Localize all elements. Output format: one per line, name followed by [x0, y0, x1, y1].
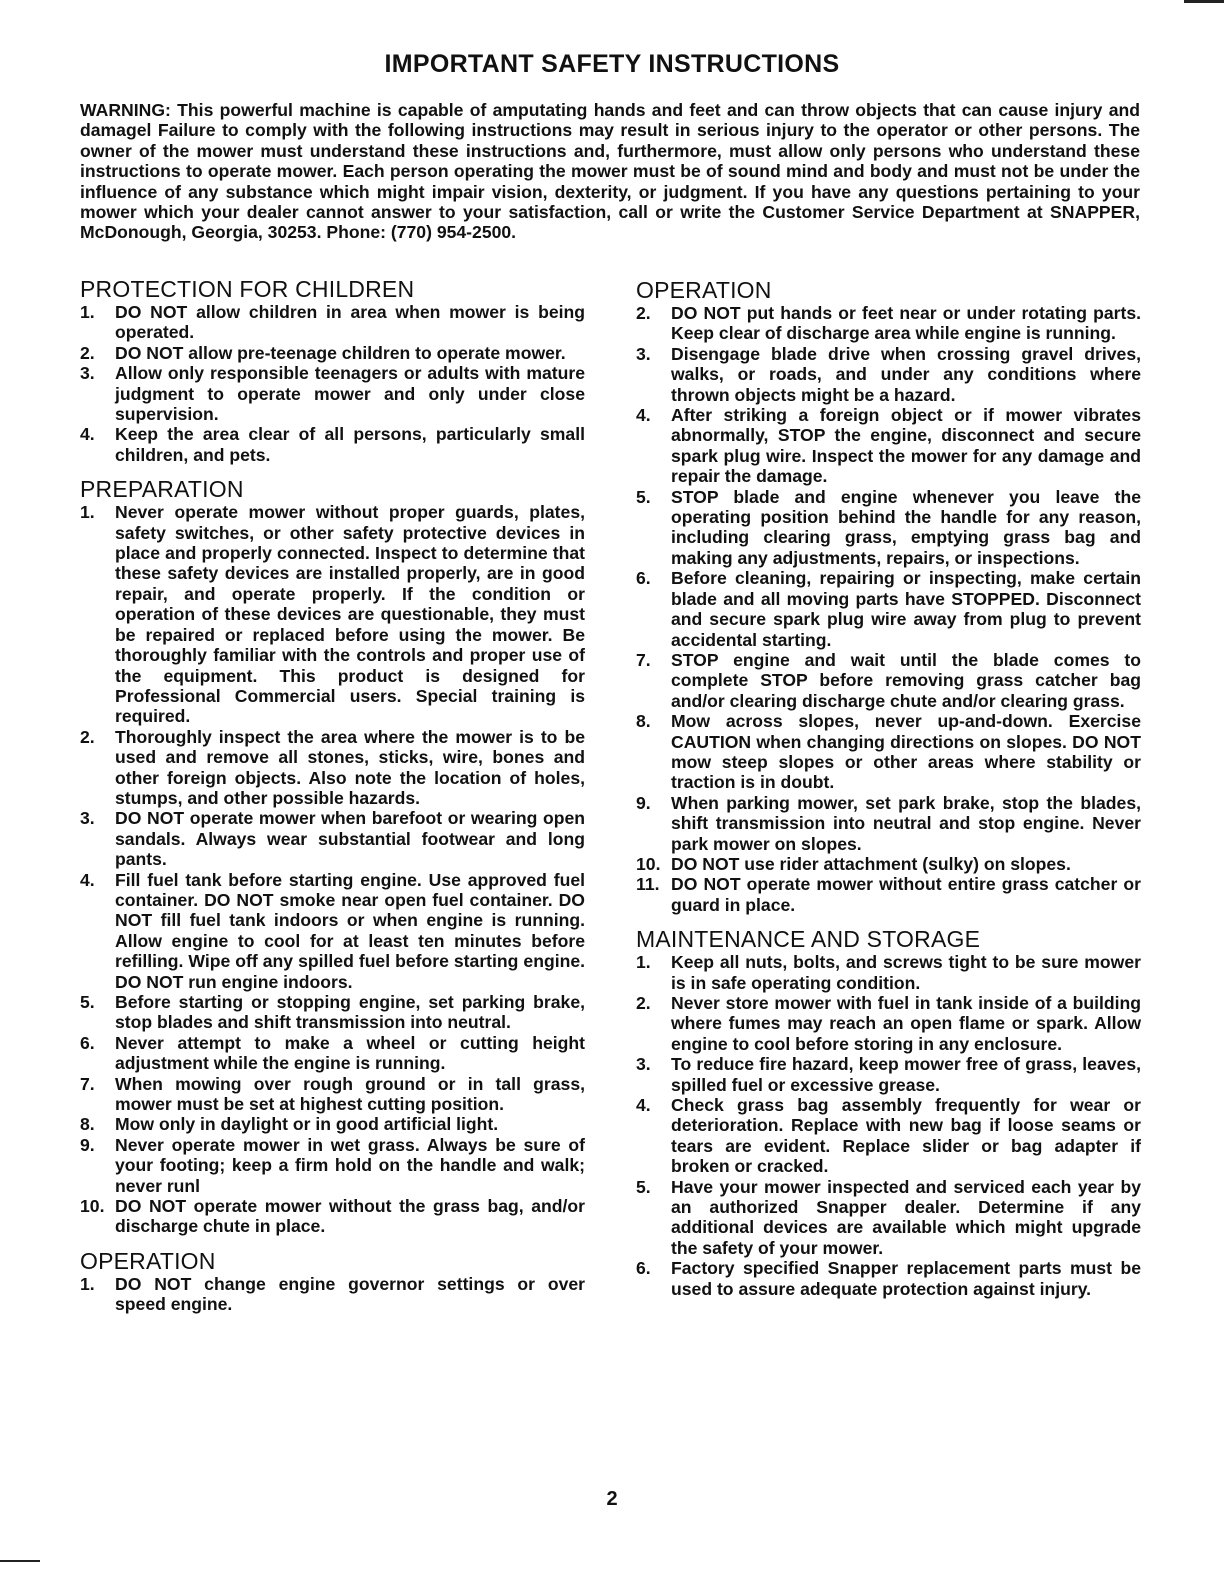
item-number: 6. [636, 1258, 651, 1279]
list-item [80, 1135, 585, 1196]
list-item [636, 344, 1141, 405]
item-text: Mow only in daylight or in good artificial light. [115, 1114, 499, 1135]
list-item [80, 870, 585, 992]
section-heading: OPERATION [636, 277, 772, 303]
list-item [636, 650, 1141, 711]
instruction-list [80, 502, 585, 1237]
item-text: STOP engine and wait until the blade comes to complete STOP before removing grass catcher bag and/or clearing discharge chute and/or clearing grass. [671, 649, 1141, 711]
section-operation [636, 278, 1141, 915]
item-text: STOP blade and engine whenever you leave the operating position behind the handle for any reason, including clearing grass, emptying grass bag and making any adjustments, repairs, or inspections. [671, 486, 1141, 568]
item-text: DO NOT allow children in area when mower is being operated. [115, 302, 585, 343]
list-item [80, 363, 585, 424]
item-text: Factory specified Snapper replacement parts must be used to assure adequate protection against injury. [671, 1258, 1141, 1299]
warning-paragraph: WARNING: This powerful machine is capable of amputating hands and feet and can throw objects that can cause injury and damagel Failure to comply with the following instructions may result in serious injury to the operator or other persons. The owner of the mower must understand these instructions and, furthermore, must allow only persons who understand these instructions to operate mower. Each person operating the mower must be of sound mind and body and must not be under the influence of any substance which might impair vision, dexterity, or judgment. If you have any questions pertaining to your mower which your dealer cannot answer to your satisfaction, call or write the Customer Service Department at SNAPPER, McDonough, Georgia, 30253. Phone: (770) 954-2500. [80, 100, 1140, 243]
item-text: Keep the area clear of all persons, particularly small children, and pets. [115, 424, 585, 465]
item-number: 4. [80, 424, 95, 445]
list-item [80, 1196, 585, 1237]
list-item [636, 854, 1141, 874]
list-item [636, 487, 1141, 569]
item-number: 7. [636, 649, 651, 670]
instruction-list [80, 1274, 585, 1315]
item-number: 9. [636, 792, 651, 813]
item-number: 4. [80, 869, 95, 890]
list-item [636, 1095, 1141, 1177]
item-text: Disengage blade drive when crossing gravel drives, walks, or roads, and under any conditions where thrown objects might be a hazard. [671, 343, 1141, 405]
item-text: Before starting or stopping engine, set parking brake, stop blades and shift transmission into neutral. [115, 992, 585, 1033]
list-item [636, 1258, 1141, 1299]
list-item [636, 1054, 1141, 1095]
item-text: Never attempt to make a wheel or cutting height adjustment while the engine is running. [115, 1032, 585, 1074]
page-title: IMPORTANT SAFETY INSTRUCTIONS [384, 50, 840, 78]
list-item [636, 1177, 1141, 1259]
item-text: DO NOT use rider attachment (sulky) on slopes. [671, 853, 1071, 874]
item-text: DO NOT put hands or feet near or under rotating parts. Keep clear of discharge area while engine is running. [671, 303, 1141, 344]
item-number: 3. [636, 343, 651, 364]
item-text: Check grass bag assembly frequently for wear or deterioration. Replace with new bag if loose seams or tears are evident. Replace slider or bag adapter if broken or cracked. [671, 1095, 1141, 1177]
list-item [80, 343, 585, 363]
item-number: 2. [636, 303, 651, 323]
item-text: Never store mower with fuel in tank inside of a building where fumes may reach an open flame or spark. Allow engine to cool before storing in any enclosure. [671, 993, 1141, 1054]
section-preparation [80, 477, 585, 1237]
list-item [636, 405, 1141, 487]
section-heading: MAINTENANCE AND STORAGE [636, 926, 981, 953]
list-item [80, 502, 585, 726]
scan-mark-bottom-left [0, 1560, 40, 1562]
section-heading: PROTECTION FOR CHILDREN [80, 276, 415, 302]
item-number: 6. [636, 568, 651, 589]
list-item [80, 1033, 585, 1074]
item-text: DO NOT allow pre-teenage children to operate mower. [115, 342, 566, 363]
section-heading: OPERATION [80, 1247, 216, 1274]
item-text: When mowing over rough ground or in tall grass, mower must be set at highest cutting position. [115, 1073, 585, 1115]
item-number: 1. [636, 952, 651, 973]
item-number: 8. [636, 711, 651, 732]
item-text: DO NOT operate mower without entire grass catcher or guard in place. [671, 874, 1141, 915]
item-text: Never operate mower without proper guards, plates, safety switches, or other safety protective devices in place and properly connected. Inspect to determine that these safety devices are installed properly, are in good repair, and operate properly. If the condition or operation of these devices are questionable, they must be repaired or replaced before using the mower. Be thoroughly familiar with the controls and proper use of the equipment. This product is designed for Professional Commercial users. Special training is required. [115, 502, 585, 727]
item-number: 10. [636, 853, 661, 874]
item-number: 4. [636, 1095, 651, 1116]
list-item [636, 568, 1141, 650]
instruction-list [80, 302, 585, 465]
item-text: Allow only responsible teenagers or adults with mature judgment to operate mower and only under close supervision. [115, 363, 585, 425]
item-number: 11. [636, 874, 660, 895]
list-item [80, 302, 585, 343]
list-item [636, 874, 1141, 915]
item-text: Keep all nuts, bolts, and screws tight to be sure mower is in safe operating condition. [671, 952, 1141, 993]
instruction-list [636, 303, 1141, 915]
list-item [80, 1114, 585, 1134]
item-number: 9. [80, 1134, 95, 1155]
item-number: 10. [80, 1196, 105, 1217]
section-heading: PREPARATION [80, 476, 244, 503]
item-number: 3. [80, 808, 95, 829]
section-operation [80, 1249, 585, 1315]
scan-mark-top-right [1184, 0, 1224, 3]
item-text: When parking mower, set park brake, stop the blades, shift transmission into neutral and stop engine. Never park mower on slopes. [671, 792, 1141, 854]
item-number: 5. [636, 1176, 651, 1197]
list-item [80, 424, 585, 465]
item-text: DO NOT change engine governor settings or over speed engine. [115, 1273, 585, 1315]
item-number: 5. [80, 992, 95, 1012]
item-number: 6. [80, 1032, 95, 1053]
list-item [636, 711, 1141, 793]
item-number: 7. [80, 1073, 95, 1094]
item-number: 2. [80, 342, 95, 363]
list-item [636, 952, 1141, 993]
item-text: DO NOT operate mower without the grass bag, and/or discharge chute in place. [115, 1196, 585, 1237]
list-item [636, 303, 1141, 344]
instruction-list [636, 952, 1141, 1299]
item-number: 4. [636, 405, 651, 426]
item-number: 8. [80, 1114, 95, 1135]
right-column [636, 278, 1141, 1311]
item-text: After striking a foreign object or if mower vibrates abnormally, STOP the engine, disconnect and secure spark plug wire. Inspect the mower for any damage and repair the damage. [671, 405, 1141, 487]
list-item [80, 808, 585, 869]
list-item [80, 1274, 585, 1315]
item-number: 3. [636, 1054, 651, 1075]
section-protection-for-children [80, 277, 585, 465]
item-number: 1. [80, 1273, 95, 1294]
item-number: 3. [80, 363, 95, 384]
item-text: DO NOT operate mower when barefoot or wearing open sandals. Always wear substantial footwear and long pants. [115, 808, 585, 870]
item-text: Never operate mower in wet grass. Always be sure of your footing; keep a firm hold on the handle and walk; never runl [115, 1134, 585, 1196]
list-item [636, 993, 1141, 1054]
page-number: 2 [606, 1488, 618, 1510]
item-text: Have your mower inspected and serviced each year by an authorized Snapper dealer. Determine if any additional devices are available which might upgrade the safety of your mower. [671, 1176, 1141, 1258]
item-number: 5. [636, 486, 651, 507]
item-number: 2. [636, 993, 651, 1013]
left-column [80, 277, 585, 1327]
list-item [80, 992, 585, 1033]
section-maintenance-and-storage [636, 927, 1141, 1299]
item-number: 1. [80, 302, 95, 322]
item-text: Mow across slopes, never up-and-down. Exercise CAUTION when changing directions on slopes. DO NOT mow steep slopes or other areas where stability or traction is in doubt. [671, 711, 1141, 793]
list-item [636, 793, 1141, 854]
item-number: 2. [80, 726, 95, 747]
item-text: Thoroughly inspect the area where the mower is to be used and remove all stones, sticks, wire, bones and other foreign objects. Also note the location of holes, stumps, and other possible hazards. [115, 726, 585, 808]
item-text: To reduce fire hazard, keep mower free of grass, leaves, spilled fuel or excessive grease. [671, 1054, 1141, 1095]
list-item [80, 1074, 585, 1115]
item-text: Before cleaning, repairing or inspecting, make certain blade and all moving parts have STOPPED. Disconnect and secure spark plug wire away from plug to prevent accidental starting. [671, 568, 1141, 650]
item-text: Fill fuel tank before starting engine. Use approved fuel container. DO NOT smoke near open fuel container. DO NOT fill fuel tank indoors or when engine is running. Allow engine to cool for at least ten minutes before refilling. Wipe off any spilled fuel before starting engine. DO NOT run engine indoors. [115, 869, 585, 992]
item-number: 1. [80, 502, 95, 523]
list-item [80, 727, 585, 809]
